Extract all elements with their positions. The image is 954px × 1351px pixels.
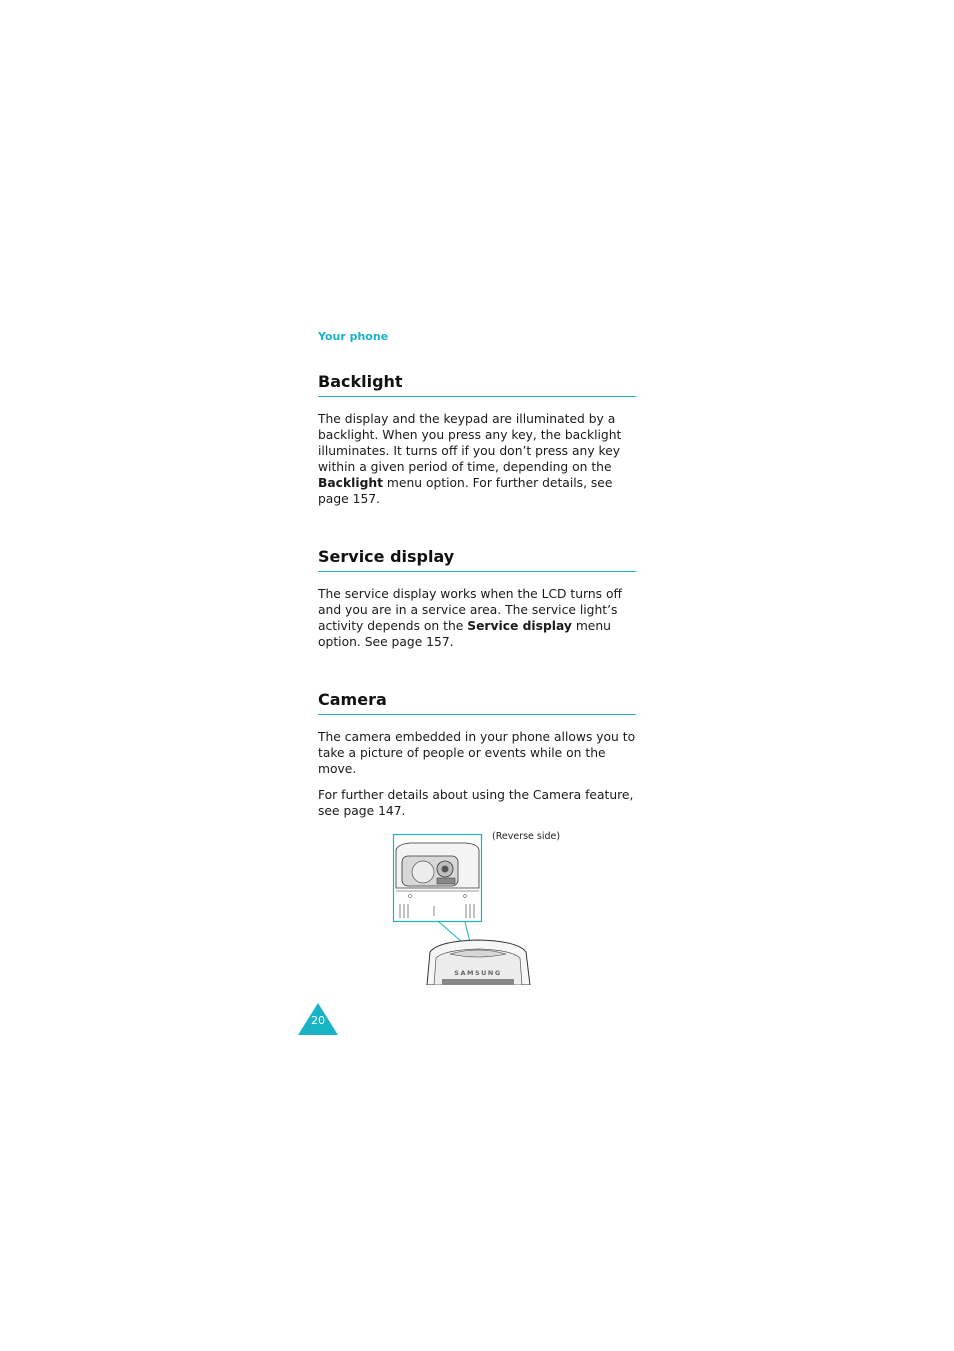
brand-logo: SAMSUNG — [454, 969, 502, 977]
section-backlight — [318, 372, 636, 507]
paragraph-backlight: The display and the keypad are illuminated by a backlight. When you press any key, the backlight illuminates. It turns off if you don’t press any key within a given period of time, depending on the Backlight menu option. For further details, see page 157. — [318, 412, 622, 506]
heading-service-display: Service display — [318, 547, 636, 572]
paragraph-camera-2: For further details about using the Camera feature, see page 147. — [318, 788, 634, 818]
section-camera — [318, 690, 636, 819]
section-service-display — [318, 547, 636, 650]
figure-caption: (Reverse side) — [492, 831, 561, 842]
paragraph-camera-1: The camera embedded in your phone allows you to take a picture of people or events while on the move. — [318, 730, 636, 776]
bold-term-service-display: Service display — [467, 619, 572, 633]
paragraph-service-display: The service display works when the LCD turns off and you are in a service area. The service light’s activity depends on the Service display menu option. See page 157. — [318, 587, 622, 649]
heading-backlight: Backlight — [318, 372, 636, 397]
running-head: Your phone — [318, 330, 389, 343]
phone-camera-illustration — [390, 830, 570, 985]
bold-term-backlight: Backlight — [318, 476, 384, 490]
page-number: 20 — [311, 1014, 325, 1027]
heading-camera: Camera — [318, 690, 636, 715]
